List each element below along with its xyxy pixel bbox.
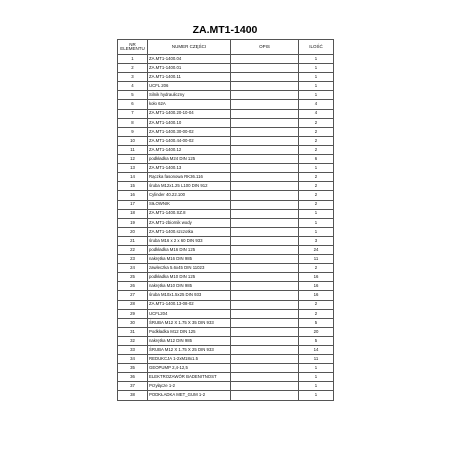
cell-part-number: Rączka fasonowa RK36.116 bbox=[148, 173, 231, 182]
cell-part-number: ZA.MT1-1400.11 bbox=[148, 73, 231, 82]
cell-quantity: 1 bbox=[299, 82, 334, 91]
cell-quantity: 2 bbox=[299, 300, 334, 309]
cell-quantity: 4 bbox=[299, 100, 334, 109]
header-part-number: NUMER CZĘŚCI bbox=[148, 40, 231, 55]
cell-description bbox=[231, 191, 299, 200]
table-row bbox=[118, 173, 334, 182]
cell-element-number: 18 bbox=[118, 209, 148, 218]
cell-description bbox=[231, 164, 299, 173]
cell-part-number: ŚRUBA M12 X 1.75 X 35 DIN 933 bbox=[148, 318, 231, 327]
cell-element-number: 33 bbox=[118, 346, 148, 355]
document-title: ZA.MT1-1400 bbox=[192, 24, 258, 36]
cell-description bbox=[231, 109, 299, 118]
header-quantity: ILOŚĆ bbox=[299, 40, 334, 55]
cell-quantity: 1 bbox=[299, 55, 334, 64]
cell-quantity: 20 bbox=[299, 327, 334, 336]
table-row bbox=[118, 382, 334, 391]
cell-quantity: 11 bbox=[299, 355, 334, 364]
cell-element-number: 35 bbox=[118, 364, 148, 373]
cell-element-number: 28 bbox=[118, 300, 148, 309]
cell-description bbox=[231, 355, 299, 364]
cell-part-number: ZA.MT1-1400.04 bbox=[148, 55, 231, 64]
cell-part-number: koło 62A bbox=[148, 100, 231, 109]
table-row bbox=[118, 73, 334, 82]
cell-part-number: ZA.MT1-1400.01 bbox=[148, 64, 231, 73]
cell-quantity: 1 bbox=[299, 164, 334, 173]
cell-quantity: 1 bbox=[299, 373, 334, 382]
table-row bbox=[118, 309, 334, 318]
cell-part-number: ZA.MT1-1400.30-00-02 bbox=[148, 127, 231, 136]
cell-quantity: 1 bbox=[299, 91, 334, 100]
table-row bbox=[118, 145, 334, 154]
cell-description bbox=[231, 55, 299, 64]
cell-part-number: ZA.MT1-1400.44-00-02 bbox=[148, 136, 231, 145]
cell-part-number: podkładka M24 DIN 125 bbox=[148, 155, 231, 164]
table-row bbox=[118, 236, 334, 245]
cell-part-number: UCFL 206 bbox=[148, 82, 231, 91]
table-row bbox=[118, 218, 334, 227]
cell-quantity: 4 bbox=[299, 109, 334, 118]
cell-description bbox=[231, 136, 299, 145]
cell-part-number: ZA.MT1-1400.10 bbox=[148, 118, 231, 127]
cell-part-number: ELEKTROZAWÓR BADENITNOST bbox=[148, 373, 231, 382]
cell-element-number: 16 bbox=[118, 191, 148, 200]
cell-quantity: 2 bbox=[299, 127, 334, 136]
cell-quantity: 2 bbox=[299, 118, 334, 127]
cell-description bbox=[231, 155, 299, 164]
cell-quantity: 16 bbox=[299, 282, 334, 291]
cell-part-number: ZA.MT1-1400.12 bbox=[148, 145, 231, 154]
cell-element-number: 32 bbox=[118, 336, 148, 345]
table-row bbox=[118, 64, 334, 73]
cell-part-number: śruba M16 x 2 x 60 DIN 933 bbox=[148, 236, 231, 245]
cell-element-number: 5 bbox=[118, 91, 148, 100]
cell-element-number: 29 bbox=[118, 309, 148, 318]
table-row bbox=[118, 346, 334, 355]
cell-quantity: 2 bbox=[299, 136, 334, 145]
cell-description bbox=[231, 318, 299, 327]
cell-description bbox=[231, 91, 299, 100]
cell-element-number: 25 bbox=[118, 273, 148, 282]
cell-quantity: 16 bbox=[299, 291, 334, 300]
cell-quantity: 14 bbox=[299, 346, 334, 355]
cell-description bbox=[231, 182, 299, 191]
table-row bbox=[118, 364, 334, 373]
table-row bbox=[118, 209, 334, 218]
cell-element-number: 6 bbox=[118, 100, 148, 109]
cell-element-number: 36 bbox=[118, 373, 148, 382]
cell-part-number: Cylinder 40.22.100 bbox=[148, 191, 231, 200]
cell-element-number: 17 bbox=[118, 200, 148, 209]
cell-element-number: 7 bbox=[118, 109, 148, 118]
cell-element-number: 4 bbox=[118, 82, 148, 91]
cell-part-number: ZA.MT1-zbiornik wody bbox=[148, 218, 231, 227]
cell-quantity: 11 bbox=[299, 255, 334, 264]
cell-element-number: 24 bbox=[118, 264, 148, 273]
cell-description bbox=[231, 373, 299, 382]
table-row bbox=[118, 327, 334, 336]
cell-part-number: REDUKCJA 1-2xM18x1.5 bbox=[148, 355, 231, 364]
cell-quantity: 1 bbox=[299, 73, 334, 82]
cell-quantity: 1 bbox=[299, 391, 334, 400]
cell-part-number: śruba M10x1.5x25 DIN 933 bbox=[148, 291, 231, 300]
cell-element-number: 38 bbox=[118, 391, 148, 400]
cell-description bbox=[231, 273, 299, 282]
table-row bbox=[118, 127, 334, 136]
cell-element-number: 14 bbox=[118, 173, 148, 182]
cell-part-number: PODKŁADKA MET_GUM 1-2 bbox=[148, 391, 231, 400]
cell-description bbox=[231, 200, 299, 209]
table-row bbox=[118, 182, 334, 191]
table-row bbox=[118, 164, 334, 173]
header-description: OPIS bbox=[231, 40, 299, 55]
cell-element-number: 30 bbox=[118, 318, 148, 327]
table-row bbox=[118, 245, 334, 254]
cell-quantity: 2 bbox=[299, 173, 334, 182]
cell-part-number: nakrętka M16 DIN 985 bbox=[148, 255, 231, 264]
cell-quantity: 1 bbox=[299, 227, 334, 236]
cell-part-number: UCFL204 bbox=[148, 309, 231, 318]
parts-list-table bbox=[117, 39, 334, 401]
cell-part-number: nakrętka M10 DIN 985 bbox=[148, 282, 231, 291]
table-row bbox=[118, 300, 334, 309]
table-row bbox=[118, 318, 334, 327]
cell-description bbox=[231, 309, 299, 318]
cell-part-number: Podkładka M12 DIN 125 bbox=[148, 327, 231, 336]
cell-element-number: 12 bbox=[118, 155, 148, 164]
cell-description bbox=[231, 327, 299, 336]
table-row bbox=[118, 118, 334, 127]
cell-description bbox=[231, 391, 299, 400]
cell-quantity: 1 bbox=[299, 364, 334, 373]
cell-description bbox=[231, 218, 299, 227]
cell-quantity: 2 bbox=[299, 264, 334, 273]
cell-description bbox=[231, 346, 299, 355]
cell-element-number: 3 bbox=[118, 73, 148, 82]
cell-part-number: podkładka M16 DIN 125 bbox=[148, 245, 231, 254]
table-row bbox=[118, 391, 334, 400]
cell-element-number: 23 bbox=[118, 255, 148, 264]
table-header-row bbox=[118, 40, 334, 55]
cell-quantity: 5 bbox=[299, 336, 334, 345]
cell-description bbox=[231, 245, 299, 254]
table-row bbox=[118, 273, 334, 282]
cell-element-number: 37 bbox=[118, 382, 148, 391]
cell-quantity: 6 bbox=[299, 155, 334, 164]
cell-part-number: ZA.MT1-1400.20-10-04 bbox=[148, 109, 231, 118]
cell-part-number: Przyłącze 1-2 bbox=[148, 382, 231, 391]
cell-quantity: 3 bbox=[299, 236, 334, 245]
table-row bbox=[118, 336, 334, 345]
cell-quantity: 2 bbox=[299, 200, 334, 209]
table-row bbox=[118, 91, 334, 100]
cell-part-number: ZA.MT1-1400.szczotka bbox=[148, 227, 231, 236]
cell-description bbox=[231, 227, 299, 236]
cell-description bbox=[231, 209, 299, 218]
cell-quantity: 1 bbox=[299, 382, 334, 391]
cell-element-number: 10 bbox=[118, 136, 148, 145]
cell-description bbox=[231, 336, 299, 345]
cell-quantity: 16 bbox=[299, 273, 334, 282]
cell-part-number: ZA.MT1-1400.SZ.8 bbox=[148, 209, 231, 218]
cell-element-number: 2 bbox=[118, 64, 148, 73]
table-row bbox=[118, 55, 334, 64]
table-row bbox=[118, 227, 334, 236]
cell-quantity: 1 bbox=[299, 64, 334, 73]
cell-description bbox=[231, 300, 299, 309]
cell-description bbox=[231, 264, 299, 273]
table-row bbox=[118, 191, 334, 200]
cell-quantity: 1 bbox=[299, 218, 334, 227]
cell-element-number: 20 bbox=[118, 227, 148, 236]
cell-element-number: 31 bbox=[118, 327, 148, 336]
cell-element-number: 8 bbox=[118, 118, 148, 127]
table-row bbox=[118, 200, 334, 209]
table-row bbox=[118, 155, 334, 164]
table-row bbox=[118, 282, 334, 291]
cell-element-number: 15 bbox=[118, 182, 148, 191]
table-row bbox=[118, 355, 334, 364]
header-nr: NR ELEMENTU bbox=[118, 40, 148, 55]
cell-part-number: ŚRUBA M12 X 1.75 X 25 DIN 933 bbox=[148, 346, 231, 355]
cell-element-number: 1 bbox=[118, 55, 148, 64]
cell-description bbox=[231, 64, 299, 73]
cell-part-number: Silnik hydrauliczny bbox=[148, 91, 231, 100]
cell-element-number: 9 bbox=[118, 127, 148, 136]
table-row bbox=[118, 264, 334, 273]
cell-element-number: 19 bbox=[118, 218, 148, 227]
cell-description bbox=[231, 291, 299, 300]
cell-description bbox=[231, 145, 299, 154]
cell-part-number: podkładka M10 DIN 125 bbox=[148, 273, 231, 282]
cell-element-number: 11 bbox=[118, 145, 148, 154]
table-row bbox=[118, 373, 334, 382]
cell-description bbox=[231, 82, 299, 91]
cell-part-number: nakrętka M12 DIN 985 bbox=[148, 336, 231, 345]
cell-quantity: 2 bbox=[299, 309, 334, 318]
table-row bbox=[118, 136, 334, 145]
cell-description bbox=[231, 173, 299, 182]
cell-element-number: 21 bbox=[118, 236, 148, 245]
cell-description bbox=[231, 382, 299, 391]
table-row bbox=[118, 100, 334, 109]
table-row bbox=[118, 255, 334, 264]
cell-description bbox=[231, 100, 299, 109]
table-body bbox=[118, 55, 334, 401]
cell-description bbox=[231, 364, 299, 373]
cell-part-number: GEOPUMP 2,4-12,5 bbox=[148, 364, 231, 373]
table-row bbox=[118, 82, 334, 91]
cell-part-number: ZA.MT1-1400.13-08-02 bbox=[148, 300, 231, 309]
cell-description bbox=[231, 236, 299, 245]
cell-description bbox=[231, 73, 299, 82]
cell-quantity: 1 bbox=[299, 209, 334, 218]
table-row bbox=[118, 291, 334, 300]
cell-part-number: śruba M12x1.25 L100 DIN 912 bbox=[148, 182, 231, 191]
cell-quantity: 5 bbox=[299, 318, 334, 327]
cell-quantity: 2 bbox=[299, 182, 334, 191]
cell-element-number: 22 bbox=[118, 245, 148, 254]
cell-quantity: 2 bbox=[299, 145, 334, 154]
cell-quantity: 2 bbox=[299, 191, 334, 200]
cell-part-number: ZA.MT1-1400.13 bbox=[148, 164, 231, 173]
table-row bbox=[118, 109, 334, 118]
cell-part-number: zawleczka 5.6x45 DIN 11023 bbox=[148, 264, 231, 273]
cell-description bbox=[231, 282, 299, 291]
cell-description bbox=[231, 127, 299, 136]
cell-description bbox=[231, 118, 299, 127]
cell-element-number: 27 bbox=[118, 291, 148, 300]
cell-element-number: 13 bbox=[118, 164, 148, 173]
cell-part-number: SIŁOWNIK bbox=[148, 200, 231, 209]
cell-element-number: 34 bbox=[118, 355, 148, 364]
cell-quantity: 24 bbox=[299, 245, 334, 254]
cell-element-number: 26 bbox=[118, 282, 148, 291]
cell-description bbox=[231, 255, 299, 264]
